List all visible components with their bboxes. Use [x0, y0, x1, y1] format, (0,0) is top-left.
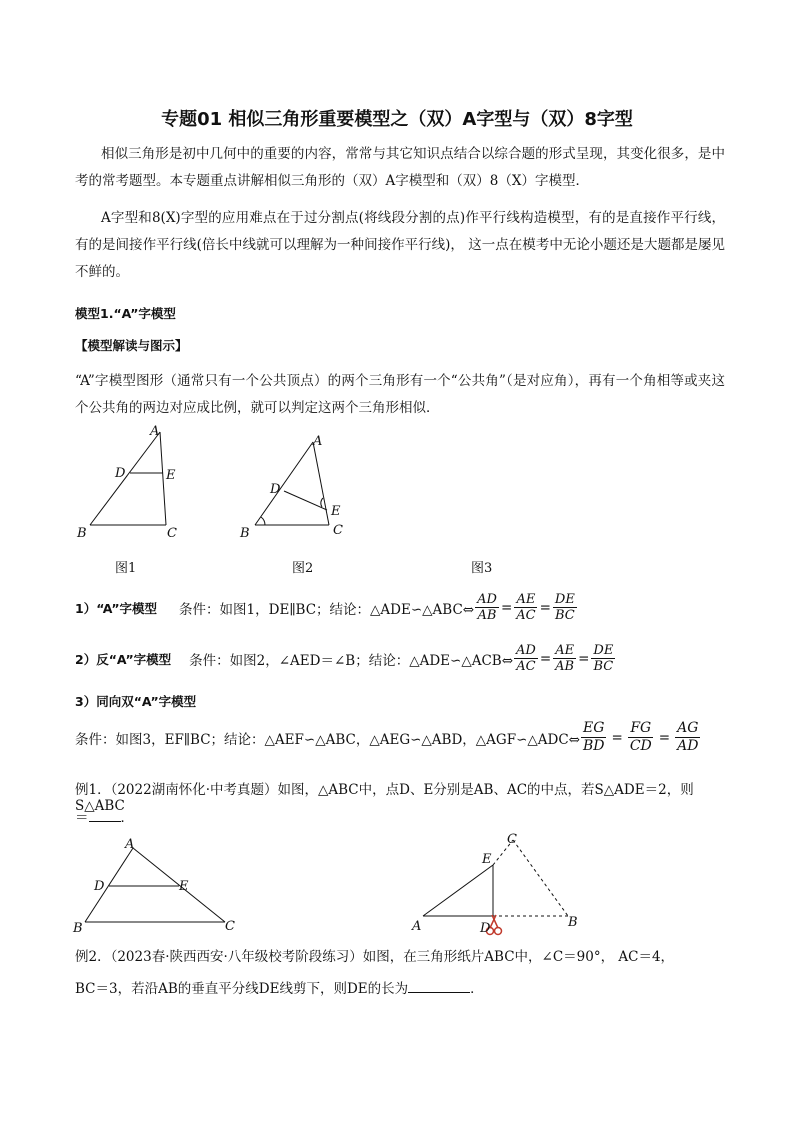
interpretation-heading: 【模型解读与图示】: [75, 338, 188, 353]
example-2-blank[interactable]: [408, 980, 470, 993]
ex1-label-C: C: [225, 919, 235, 934]
ex2-label-E: E: [482, 852, 492, 867]
intro-paragraph-1: 相似三角形是初中几何中的重要的内容，常常与其它知识点结合以综合题的形式呈现，其变化很多，是中考的常考题型。本专题重点讲解相似三角形的（双）A字模型和（双）8（X）字模型．: [75, 146, 725, 189]
example-2-line-2: BC＝3，若沿AB的垂直平分线DE线剪下，则DE的长为 ．: [75, 981, 484, 997]
item3-fraction-3: $\frac{AG}{AD}$: [677, 720, 699, 754]
example-2-line-1: 例2．（2023春·陕西西安·八年级校考阶段练习）如图，在三角形纸片ABC中，∠C＝90°， AC＝4，: [75, 949, 675, 965]
model-item-3: 条件：如图3，EF∥BC；结论：△AEF∽△ABC，△AEG∽△ABD，△AGF∽△ADC⇔ $\frac{EG}{BD}$ = $\frac{FG}{CD}$ = $\frac{AG}{AD}$: [75, 720, 699, 754]
intro-paragraph-2: A字型和8(X)字型的应用难点在于过分割点(将线段分割的点)作平行线构造模型，有的是直接作平行线，有的是间接作平行线(倍长中线就可以理解为一种间接作平行线)， 这一点在模考中无论小题还是大题都是屡见不鲜的。: [75, 210, 725, 280]
figure-2-caption: 图2: [292, 561, 314, 576]
item3-condition: 条件：如图3，EF∥BC；结论：△AEF∽△ABC，△AEG∽△ABD，△AGF∽△ADC⇔: [75, 731, 580, 748]
item3-fraction-1: $\frac{EG}{BD}$: [583, 720, 605, 754]
fig1-label-A: A: [150, 424, 160, 439]
item1-fraction-3: $\frac{DE}{BC}$: [554, 592, 575, 623]
fig1-label-D: D: [115, 466, 126, 481]
fig2-label-D: D: [270, 482, 281, 497]
ex1-label-E: E: [179, 879, 189, 894]
figure-1-diagram: [70, 420, 200, 545]
fig2-label-E: E: [331, 504, 341, 519]
model-item-2: 2）反“A”字模型 条件：如图2，∠AED＝∠B；结论：△ADE∽△ACB⇔ $\frac{AD}{AC}$ = $\frac{AE}{AB}$ = $\frac{DE}{BC}$: [75, 643, 614, 674]
item2-fraction-2: $\frac{AE}{AB}$: [555, 643, 575, 674]
example-1-text: 例1．（2022湖南怀化·中考真题）如图，△ABC中，点D、E分别是AB、AC的中点，若S△ADE＝2，则S△ABC: [75, 782, 694, 814]
example-2-diagram: [405, 828, 595, 943]
ex1-label-D: D: [94, 879, 105, 894]
fig2-label-B: B: [240, 526, 250, 541]
ex1-label-B: B: [73, 921, 83, 936]
item1-fraction-1: $\frac{AD}{AB}$: [477, 592, 497, 623]
model-item-1: 1）“A”字模型 条件：如图1，DE∥BC；结论：△ADE∽△ABC⇔ $\frac{AD}{AB}$ = $\frac{AE}{AC}$ = $\frac{DE}{BC}$: [75, 592, 575, 623]
example-1-diagram: [65, 832, 255, 937]
model1-heading: 模型1.“A”字模型: [75, 306, 176, 321]
page-title: 专题01 相似三角形重要模型之（双）A字型与（双）8字型: [161, 109, 633, 130]
ex2-label-C: C: [507, 832, 517, 847]
fig1-label-C: C: [167, 526, 177, 541]
ex1-label-A: A: [125, 837, 135, 852]
ex2-label-B: B: [568, 915, 578, 930]
fig1-label-B: B: [77, 526, 87, 541]
item2-fraction-1: $\frac{AD}{AC}$: [516, 643, 536, 674]
item2-fraction-3: $\frac{DE}{BC}$: [593, 643, 614, 674]
interpretation-text: “A”字模型图形（通常只有一个公共顶点）的两个三角形有一个“公共角”（是对应角），再有一个角相等或夹这个公共角的两边对应成比例，就可以判定这两个三角形相似．: [75, 373, 725, 416]
example-1-blank[interactable]: [89, 809, 121, 822]
fig2-label-A: A: [313, 434, 323, 449]
item1-fraction-2: $\frac{AE}{AC}$: [516, 592, 536, 623]
item3-name: 3）同向双“A”字模型: [75, 694, 197, 709]
fig1-label-E: E: [166, 468, 176, 483]
figure-1-caption: 图1: [115, 561, 137, 576]
ex2-label-A: A: [412, 919, 422, 934]
item3-fraction-2: $\frac{FG}{CD}$: [629, 720, 652, 754]
example-1-answer: ＝ ．: [75, 810, 134, 826]
figure-3-caption: 图3: [471, 561, 493, 576]
fig2-label-C: C: [333, 523, 343, 538]
ex2-label-D: D: [480, 921, 491, 936]
item2-condition: 条件：如图2，∠AED＝∠B；结论：△ADE∽△ACB⇔: [189, 652, 514, 669]
item1-condition: 条件：如图1，DE∥BC；结论：△ADE∽△ABC⇔: [179, 601, 475, 618]
item2-name: 2）反“A”字模型: [75, 651, 172, 667]
item1-name: 1）“A”字模型: [75, 600, 158, 616]
figure-2-diagram: [235, 430, 355, 545]
